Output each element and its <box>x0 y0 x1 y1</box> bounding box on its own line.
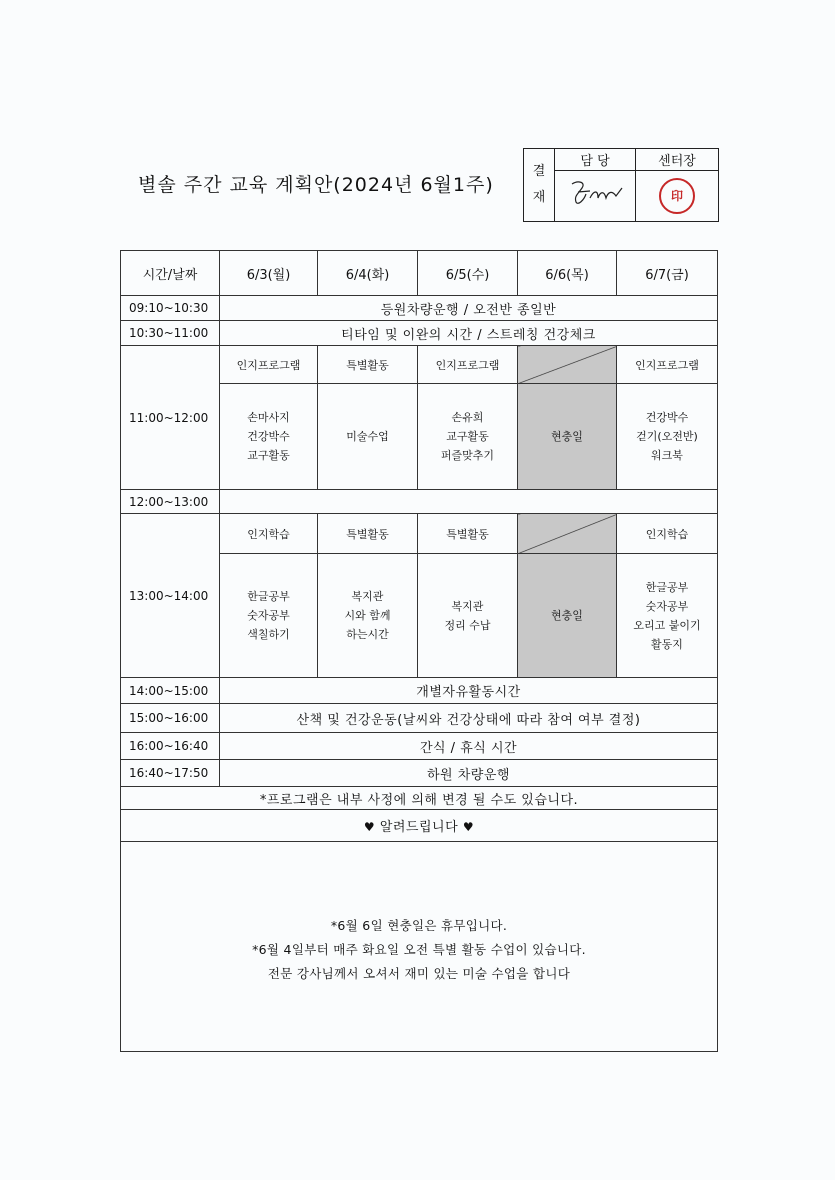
content-line: 숫자공부 <box>247 609 290 622</box>
time-cell: 16:00~16:40 <box>121 733 220 760</box>
schedule-row <box>121 704 718 733</box>
activity-cell: 산책 및 건강운동(날씨와 건강상태에 따라 참여 여부 결정) <box>220 704 718 733</box>
program-content <box>617 554 718 678</box>
notice-heading-row <box>121 810 718 842</box>
header-time-date: 시간/날짜 <box>121 251 220 296</box>
holiday-diagonal-cell <box>518 514 617 554</box>
time-cell: 14:00~15:00 <box>121 678 220 704</box>
schedule-row <box>121 321 718 346</box>
holiday-diagonal-cell <box>518 346 617 384</box>
approval-col-director: 센터장 <box>636 149 719 171</box>
content-line: 복지관 <box>351 590 384 603</box>
time-cell: 15:00~16:00 <box>121 704 220 733</box>
header-day-tue: 6/4(화) <box>318 251 418 296</box>
schedule-row <box>121 760 718 787</box>
content-line: 한글공부 <box>247 590 290 603</box>
activity-cell: 티타임 및 이완의 시간 / 스트레칭 건강체크 <box>220 321 718 346</box>
notice-line: 전문 강사님께서 오셔서 재미 있는 미술 수업을 합니다 <box>267 966 571 981</box>
approval-label <box>524 149 555 222</box>
page-title: 별솔 주간 교육 계획안(2024년 6월1주) <box>138 174 494 196</box>
program-label: 특별활동 <box>418 514 518 554</box>
header-day-wed: 6/5(수) <box>418 251 518 296</box>
heart-icon: ♥ <box>462 820 475 834</box>
approval-label-bottom: 재 <box>532 190 546 205</box>
content-line: 미술수업 <box>346 430 389 443</box>
heart-icon: ♥ <box>363 820 376 834</box>
schedule-row <box>121 296 718 321</box>
content-line: 오리고 붙이기 <box>633 618 701 632</box>
approval-col-manager: 담 당 <box>555 149 636 171</box>
activity-cell <box>220 490 718 514</box>
schedule-row <box>121 678 718 704</box>
time-cell: 13:00~14:00 <box>121 514 220 678</box>
content-line: 하는시간 <box>346 628 389 641</box>
director-stamp-cell <box>636 170 719 221</box>
afternoon-label-row <box>121 514 718 554</box>
stamp-text: 印 <box>670 188 683 203</box>
content-line: 색칠하기 <box>247 628 290 641</box>
notice-body <box>121 842 718 1052</box>
notice-heading <box>121 810 718 842</box>
schedule-row <box>121 733 718 760</box>
content-line: 한글공부 <box>645 580 689 594</box>
program-label: 특별활동 <box>318 346 418 384</box>
program-content <box>617 384 718 490</box>
program-label: 인지프로그램 <box>220 346 318 384</box>
header-day-fri: 6/7(금) <box>617 251 718 296</box>
program-content <box>318 554 418 678</box>
notice-heading-text: 알려드립니다 <box>379 820 459 835</box>
program-label: 인지프로그램 <box>617 346 718 384</box>
notice-line: *6월 4일부터 매주 화요일 오전 특별 활동 수업이 있습니다. <box>252 942 586 957</box>
content-line: 걷기(오전반) <box>636 430 698 443</box>
content-line: 건강박수 <box>645 411 689 424</box>
approval-label-top: 결 <box>532 164 546 179</box>
activity-cell: 개별자유활동시간 <box>220 678 718 704</box>
content-line: 정리 수납 <box>444 618 491 632</box>
content-line: 시와 함께 <box>344 609 391 622</box>
content-line: 손유희 <box>451 411 484 424</box>
program-note: *프로그램은 내부 사정에 의해 변경 될 수도 있습니다. <box>121 787 718 810</box>
holiday-text: 현충일 <box>551 430 583 443</box>
director-stamp <box>659 178 695 214</box>
program-note-row <box>121 787 718 810</box>
program-content <box>418 384 518 490</box>
content-line: 퍼즐맞추기 <box>440 449 495 462</box>
content-line: 복지관 <box>451 599 484 613</box>
approval-box <box>523 148 719 222</box>
program-label: 인지학습 <box>617 514 718 554</box>
time-cell: 12:00~13:00 <box>121 490 220 514</box>
content-line: 워크북 <box>651 449 683 462</box>
header-row <box>121 251 718 296</box>
holiday-cell <box>518 554 617 678</box>
activity-cell: 등원차량운행 / 오전반 종일반 <box>220 296 718 321</box>
header-day-thu: 6/6(목) <box>518 251 617 296</box>
content-line: 건강박수 <box>247 430 290 443</box>
program-content <box>220 554 318 678</box>
content-line: 활동지 <box>651 637 683 651</box>
time-cell: 11:00~12:00 <box>121 346 220 490</box>
program-label: 인지학습 <box>220 514 318 554</box>
program-label: 인지프로그램 <box>418 346 518 384</box>
header-day-mon: 6/3(월) <box>220 251 318 296</box>
manager-signature <box>555 170 636 221</box>
time-cell: 16:40~17:50 <box>121 760 220 787</box>
program-content <box>418 554 518 678</box>
time-cell: 09:10~10:30 <box>121 296 220 321</box>
time-cell: 10:30~11:00 <box>121 321 220 346</box>
holiday-cell <box>518 384 617 490</box>
holiday-text: 현충일 <box>551 609 583 622</box>
content-line: 손마사지 <box>247 411 290 424</box>
notice-line: *6월 6일 현충일은 휴무입니다. <box>330 918 508 933</box>
morning-label-row <box>121 346 718 384</box>
activity-cell: 하원 차량운행 <box>220 760 718 787</box>
content-line: 숫자공부 <box>645 599 689 613</box>
signature-scribble <box>560 176 630 212</box>
notice-body-row <box>121 842 718 1052</box>
schedule-table <box>120 250 718 1052</box>
program-content <box>220 384 318 490</box>
program-content <box>318 384 418 490</box>
activity-cell: 간식 / 휴식 시간 <box>220 733 718 760</box>
lunch-row <box>121 490 718 514</box>
content-line: 교구활동 <box>247 449 290 462</box>
content-line: 교구활동 <box>446 430 489 443</box>
program-label: 특별활동 <box>318 514 418 554</box>
